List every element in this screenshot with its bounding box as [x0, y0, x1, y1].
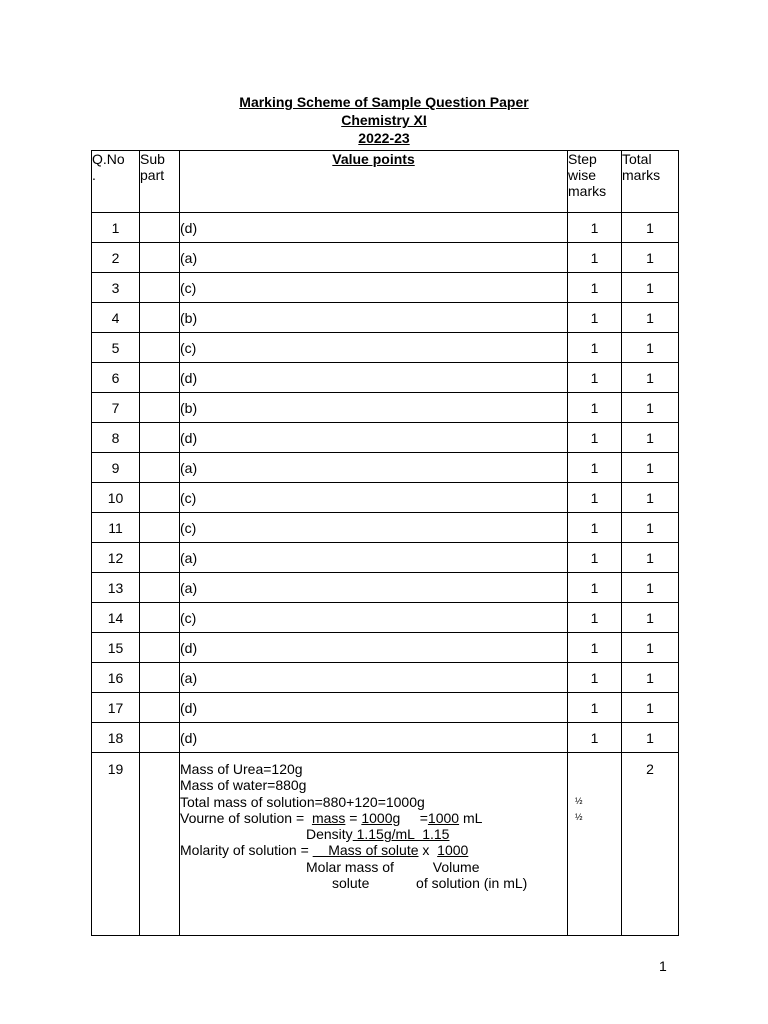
sub-part	[140, 213, 180, 243]
title-line-1: Marking Scheme of Sample Question Paper	[239, 94, 529, 110]
value-point: (b)	[180, 303, 568, 333]
question-number: 18	[92, 723, 140, 753]
table-row	[92, 423, 679, 453]
total-marks-q19: 2	[622, 753, 679, 936]
sub-part	[140, 723, 180, 753]
value-point: (a)	[180, 543, 568, 573]
total-marks: 1	[622, 513, 679, 543]
value-point: (a)	[180, 453, 568, 483]
total-marks: 1	[622, 453, 679, 483]
q19-equals-2: =	[400, 809, 428, 826]
value-point: (d)	[180, 423, 568, 453]
total-marks: 1	[622, 243, 679, 273]
value-point: (d)	[180, 363, 568, 393]
q19-line-8: solute of solution (in mL)	[332, 875, 528, 892]
table-row	[92, 483, 679, 513]
q19-1000: 1000	[427, 809, 460, 826]
value-point: (a)	[180, 663, 568, 693]
q19-line-4	[180, 810, 567, 826]
total-marks: 1	[622, 273, 679, 303]
sub-part	[140, 753, 180, 936]
sub-part	[140, 603, 180, 633]
value-point: (c)	[180, 513, 568, 543]
total-marks: 1	[622, 723, 679, 753]
value-point: (c)	[180, 273, 568, 303]
step-mark-half-1: ½	[575, 796, 583, 806]
sub-part	[140, 303, 180, 333]
value-point: (c)	[180, 483, 568, 513]
q19-line-3: Total mass of solution=880+120=1000g	[180, 793, 425, 810]
value-point: (c)	[180, 603, 568, 633]
q19-line-7: Molar mass of Volume	[306, 858, 480, 875]
value-points-q19	[180, 753, 568, 936]
total-marks: 1	[622, 693, 679, 723]
question-number: 9	[92, 453, 140, 483]
step-marks: 1	[568, 633, 622, 663]
table-row-19	[92, 753, 679, 936]
table-row	[92, 603, 679, 633]
q19-1000-b: 1000	[437, 842, 469, 859]
total-marks: 1	[622, 573, 679, 603]
sub-part	[140, 363, 180, 393]
step-marks: 1	[568, 573, 622, 603]
total-marks: 1	[622, 393, 679, 423]
question-number: 15	[92, 633, 140, 663]
table-row	[92, 573, 679, 603]
step-marks: 1	[568, 303, 622, 333]
sub-part	[140, 663, 180, 693]
question-number: 17	[92, 693, 140, 723]
step-marks: 1	[568, 483, 622, 513]
total-marks: 1	[622, 663, 679, 693]
table-row	[92, 693, 679, 723]
question-number: 19	[92, 753, 140, 936]
table-row	[92, 663, 679, 693]
question-number: 7	[92, 393, 140, 423]
sub-part	[140, 423, 180, 453]
step-mark-half-2: ½	[575, 812, 583, 822]
question-number: 11	[92, 513, 140, 543]
table-row	[92, 543, 679, 573]
question-number: 10	[92, 483, 140, 513]
table-row	[92, 513, 679, 543]
step-marks: 1	[568, 423, 622, 453]
question-number: 2	[92, 243, 140, 273]
sub-part	[140, 543, 180, 573]
step-marks: 1	[568, 273, 622, 303]
question-number: 6	[92, 363, 140, 393]
total-marks: 1	[622, 483, 679, 513]
page-number: 1	[659, 958, 667, 974]
q19-times: x	[418, 842, 438, 859]
sub-part	[140, 513, 180, 543]
total-marks: 1	[622, 543, 679, 573]
total-marks: 1	[622, 333, 679, 363]
total-marks: 1	[622, 303, 679, 333]
total-marks: 1	[622, 633, 679, 663]
header-subpart: Sub part	[140, 151, 180, 213]
title-line-2: Chemistry XI	[341, 112, 427, 128]
total-marks: 1	[622, 603, 679, 633]
header-value-points: Value points	[180, 151, 568, 213]
q19-line-5	[180, 826, 567, 842]
sub-part	[140, 243, 180, 273]
step-marks: 1	[568, 723, 622, 753]
value-point: (d)	[180, 723, 568, 753]
sub-part	[140, 453, 180, 483]
header-row	[92, 151, 679, 213]
table-row	[92, 393, 679, 423]
q19-mass-term: mass	[311, 809, 346, 826]
step-marks: 1	[568, 393, 622, 423]
header-total-marks: Total marks	[622, 151, 679, 213]
header-step-marks: Step wise marks	[568, 151, 622, 213]
q19-volume-label: Vourne of solution =	[180, 809, 312, 826]
table-row	[92, 213, 679, 243]
step-marks: 1	[568, 663, 622, 693]
table-row	[92, 333, 679, 363]
value-point: (c)	[180, 333, 568, 363]
table-row	[92, 723, 679, 753]
step-marks: 1	[568, 513, 622, 543]
step-marks: 1	[568, 213, 622, 243]
title-line-3: 2022-23	[358, 130, 410, 146]
sub-part	[140, 333, 180, 363]
step-marks: 1	[568, 243, 622, 273]
q19-line-2: Mass of water=880g	[180, 777, 307, 794]
sub-part	[140, 573, 180, 603]
table-row	[92, 453, 679, 483]
table-row	[92, 303, 679, 333]
value-point: (a)	[180, 573, 568, 603]
q19-molarity-label: Molarity of solution =	[180, 842, 313, 859]
document-title	[0, 93, 768, 147]
question-number: 12	[92, 543, 140, 573]
question-number: 3	[92, 273, 140, 303]
sub-part	[140, 393, 180, 423]
sub-part	[140, 483, 180, 513]
q19-1000g: 1000g	[361, 809, 401, 826]
value-point: (d)	[180, 213, 568, 243]
header-qno: Q.No .	[92, 151, 140, 213]
question-number: 14	[92, 603, 140, 633]
question-number: 8	[92, 423, 140, 453]
step-marks: 1	[568, 363, 622, 393]
table-row	[92, 273, 679, 303]
step-marks: 1	[568, 453, 622, 483]
q19-ml-unit: mL	[459, 809, 483, 826]
sub-part	[140, 633, 180, 663]
value-point: (d)	[180, 633, 568, 663]
value-point: (d)	[180, 693, 568, 723]
question-number: 1	[92, 213, 140, 243]
q19-equals: =	[345, 809, 362, 826]
step-marks: 1	[568, 333, 622, 363]
step-marks-q19	[568, 753, 622, 936]
question-number: 5	[92, 333, 140, 363]
total-marks: 1	[622, 213, 679, 243]
question-number: 4	[92, 303, 140, 333]
total-marks: 1	[622, 423, 679, 453]
q19-density-value: 1.15g/mL 1.15	[352, 826, 450, 843]
q19-line-1: Mass of Urea=120g	[180, 761, 303, 777]
table-row	[92, 243, 679, 273]
sub-part	[140, 693, 180, 723]
step-marks: 1	[568, 693, 622, 723]
total-marks: 1	[622, 363, 679, 393]
step-marks: 1	[568, 543, 622, 573]
step-marks: 1	[568, 603, 622, 633]
marking-scheme-table	[91, 150, 679, 936]
q19-mass-solute: Mass of solute	[312, 842, 419, 859]
question-number: 16	[92, 663, 140, 693]
table-row	[92, 633, 679, 663]
sub-part	[140, 273, 180, 303]
q19-density: Density	[306, 826, 353, 843]
question-number: 13	[92, 573, 140, 603]
table-row	[92, 363, 679, 393]
q19-line-6	[180, 842, 567, 858]
value-point: (b)	[180, 393, 568, 423]
value-point: (a)	[180, 243, 568, 273]
